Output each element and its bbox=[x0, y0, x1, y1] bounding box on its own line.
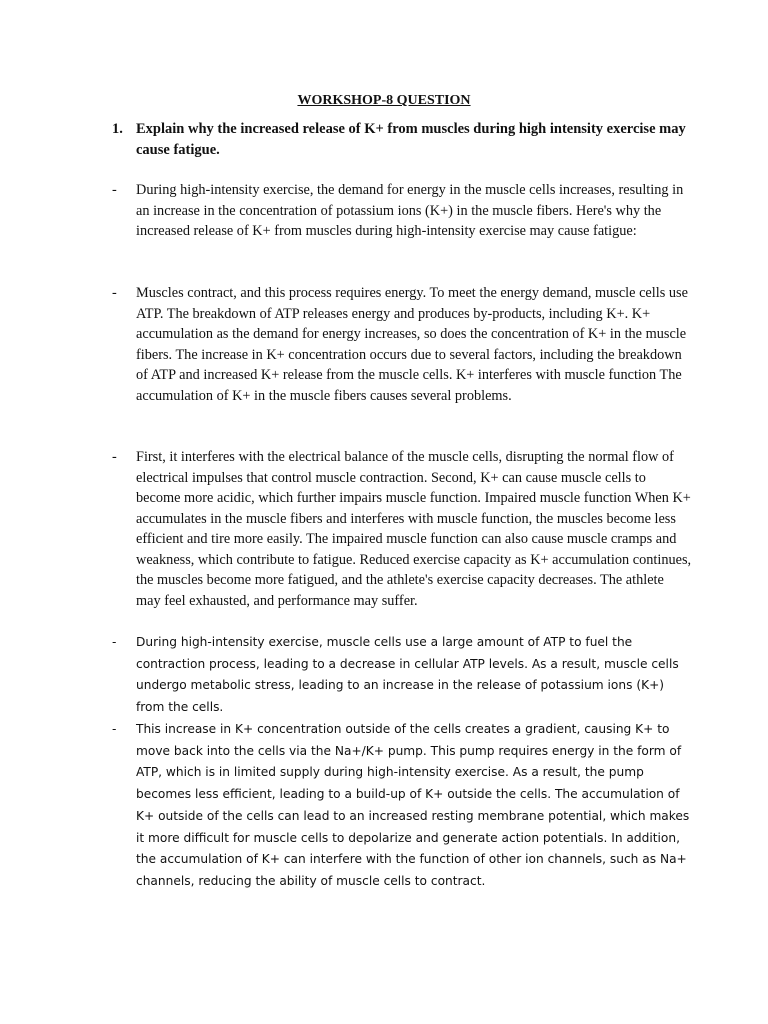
answer-paragraph-2 bbox=[112, 283, 692, 406]
bullet-dash: - bbox=[112, 449, 117, 465]
answer-paragraph-1 bbox=[112, 180, 692, 242]
answer-paragraph-3 bbox=[112, 447, 692, 611]
paragraph-text: Muscles contract, and this process requires energy. To meet the energy demand, muscle cells use ATP. The breakdown of ATP releases energy and produces by-products, including K+. K+ accumulation as the demand for energy increases, so does the concentration of K+ in the muscle fibers. The increase in K+ concentration occurs due to several factors, including the breakdown of ATP and increased K+ release from the muscle cells. K+ interferes with muscle function The accumulation of K+ in the muscle fibers causes several problems. bbox=[136, 285, 688, 404]
paragraph-text: First, it interferes with the electrical balance of the muscle cells, disrupting the normal flow of electrical impulses that control muscle contraction. Second, K+ can cause muscle cells to become more acidic, which further impairs muscle function. Impaired muscle function When K+ accumulates in the muscle fibers and interferes with muscle function, the muscles become less efficient and tire more easily. The impaired muscle function can also cause muscle cramps and weakness, which contribute to fatigue. Reduced exercise capacity as K+ accumulation continues, the muscles become more fatigued, and the athlete's exercise capacity decreases. The athlete may feel exhausted, and performance may suffer. bbox=[136, 449, 692, 609]
paragraph-text: This increase in K+ concentration outside of the cells creates a gradient, causing K+ to move back into the cells via the Na+/K+ pump. This pump requires energy in the form of ATP, which is in limited supply during high-intensity exercise. As a result, the pump becomes less efficient, leading to a build-up of K+ outside the cells. The accumulation of K+ outside of the cells can lead to an increased resting membrane potential, which makes it more difficult for muscle cells to depolarize and generate action potentials. In addition, the accumulation of K+ can interfere with the function of other ion channels, such as Na+ channels, reducing the ability of muscle cells to contract. bbox=[136, 722, 690, 888]
bullet-dash: - bbox=[112, 285, 117, 301]
answer-paragraph-4 bbox=[112, 632, 692, 719]
bullet-dash: - bbox=[112, 635, 117, 649]
page-title: WORKSHOP-8 QUESTION bbox=[297, 93, 471, 108]
question-number: 1. bbox=[112, 121, 123, 137]
paragraph-text: During high-intensity exercise, the demand for energy in the muscle cells increases, resulting in an increase in the concentration of potassium ions (K+) in the muscle fibers. Here's why the increased release of K+ from muscles during high-intensity exercise may cause fatigue: bbox=[136, 182, 684, 239]
question-block bbox=[112, 119, 692, 160]
paragraph-text: During high-intensity exercise, muscle cells use a large amount of ATP to fuel the contraction process, leading to a decrease in cellular ATP levels. As a result, muscle cells undergo metabolic stress, leading to an increase in the release of potassium ions (K+) from the cells. bbox=[136, 635, 679, 715]
answer-paragraph-5 bbox=[112, 719, 692, 893]
bullet-dash: - bbox=[112, 722, 117, 736]
bullet-dash: - bbox=[112, 182, 117, 198]
question-text: Explain why the increased release of K+ from muscles during high intensity exercise may cause fatigue. bbox=[136, 121, 686, 158]
